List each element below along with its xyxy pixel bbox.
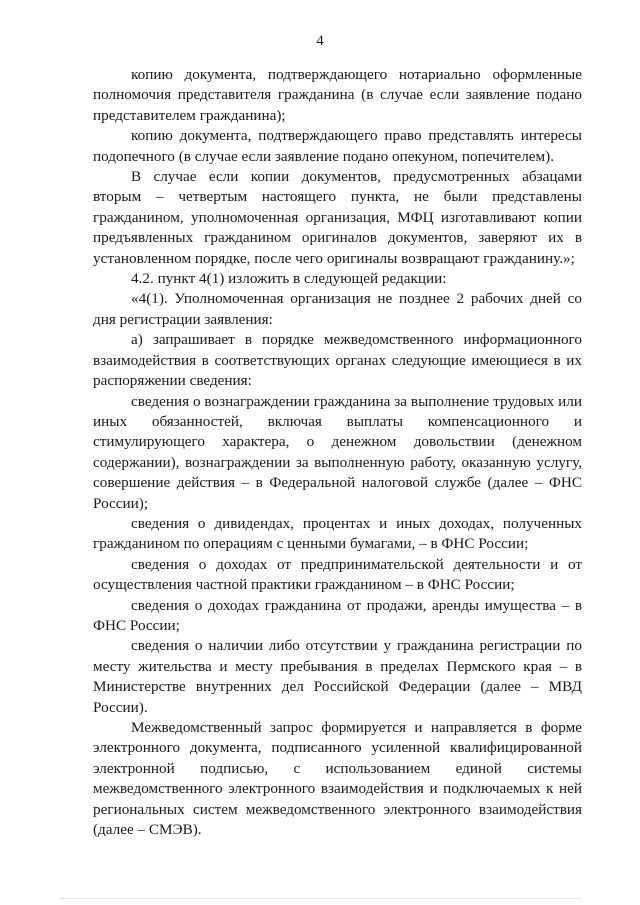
paragraph: сведения о дивидендах, процентах и иных доходах, полученных гражданином по операциям с ценными бумагами, – в ФНС России;	[93, 514, 582, 553]
scan-edge-divider	[60, 897, 580, 899]
paragraph: копию документа, подтверждающего нотариально оформленные полномочия представителя гражданина (в случае если заявление подано представителем гражданина);	[93, 66, 582, 124]
paragraph: «4(1). Уполномоченная организация не позднее 2 рабочих дней со дня регистрации заявления:	[93, 290, 582, 328]
document-body	[93, 65, 582, 840]
paragraph: Межведомственный запрос формируется и направляется в форме электронного документа, подписанного усиленной квалифицированной электронной подписью, с использованием единой системы межведомственного электронного взаимодействия и подключаемых к ней региональных систем межведомственного электронного взаимодействия (далее – СМЭВ).	[93, 719, 582, 839]
paragraph: 4.2. пункт 4(1) изложить в следующей редакции:	[131, 270, 447, 288]
paragraph: а) запрашивает в порядке межведомственного информационного взаимодействия в соответствующих органах следующие имеющиеся в их распоряжении сведения:	[93, 331, 582, 390]
paragraph: сведения о наличии либо отсутствии у гражданина регистрации по месту жительства и месту пребывания в пределах Пермского края – в Министерстве внутренних дел Российской Федерации (далее – МВД России).	[93, 637, 582, 716]
paragraph: сведения о доходах гражданина от продажи, аренды имущества – в ФНС России;	[93, 596, 582, 634]
paragraph: В случае если копии документов, предусмотренных абзацами вторым – четвертым настоящего пункта, не были представлены гражданином, уполномоченная организация, МФЦ изготавливают копии предъявленных гражданином оригиналов документов, заверяют их в установленном порядке, после чего оригиналы возвращают гражданину.»;	[93, 168, 582, 267]
paragraph: копию документа, подтверждающего право представлять интересы подопечного (в случае если заявление подано опекуном, попечителем).	[93, 127, 582, 165]
paragraph: сведения о доходах от предпринимательской деятельности и от осуществления частной практики гражданином – в ФНС России;	[93, 555, 582, 594]
paragraph: сведения о вознаграждении гражданина за выполнение трудовых или иных обязанностей, включая выплаты компенсационного и стимулирующего характера, о денежном довольствии (денежном содержании), вознаграждении за выполненную работу, оказанную услугу, совершение действия – в Федеральной налоговой службе (далее – ФНС России);	[93, 392, 582, 512]
page-number: 4	[316, 33, 324, 49]
